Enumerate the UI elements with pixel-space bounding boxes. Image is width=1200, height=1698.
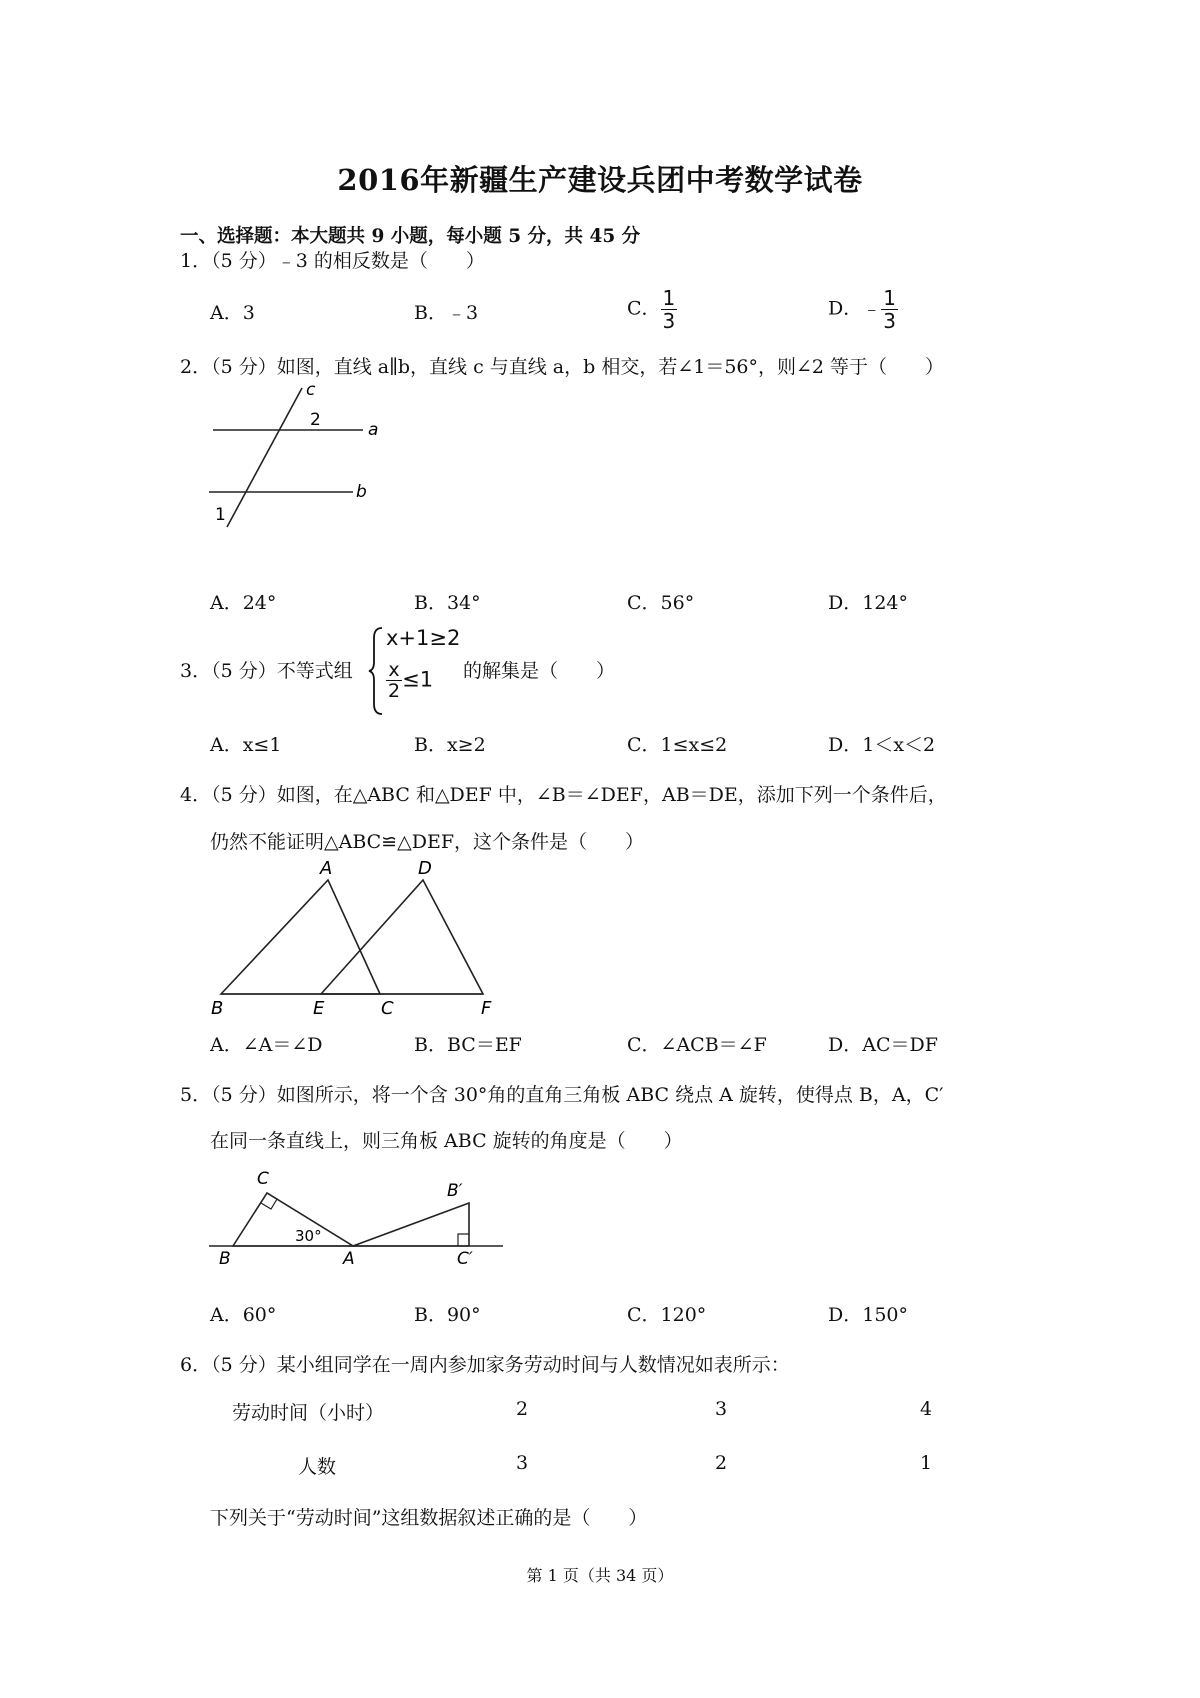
fraction-numerator: 1 [662,286,676,310]
q1-option-d-label: D．﹣ [828,297,882,320]
table-cell: 1 [920,1452,933,1474]
fraction-numerator: x [386,660,402,681]
label-A: A [320,858,333,879]
system-line-2-rest: ≤1 [402,667,434,692]
fraction-denominator: 2 [388,680,401,702]
fraction-denominator: 3 [883,309,896,333]
q4-option-a: A．∠A＝∠D [210,1034,323,1056]
q4-option-b: B．BC＝EF [414,1034,522,1056]
label-30-degrees: 30° [295,1227,322,1245]
label-D: D [418,858,432,879]
fraction [661,287,678,332]
label-a: a [368,420,379,440]
label-E: E [313,998,325,1019]
q5-option-a: A．60° [210,1304,277,1326]
label-B: B [211,998,224,1019]
question-5-stem-line-2: 在同一条直线上，则三角板 ABC 旋转的角度是（ ） [210,1130,683,1152]
label-C: C [381,998,394,1019]
table-cell: 2 [516,1398,529,1420]
q1-option-a: A．3 [210,302,255,324]
page-footer: 第 1 页（共 34 页） [526,1566,674,1585]
q4-option-d: D．AC＝DF [828,1034,938,1056]
system-line-2 [386,660,433,701]
q1-option-c [627,287,677,332]
fraction [881,287,898,332]
question-6-stem: 6．（5 分）某小组同学在一周内参加家务劳动时间与人数情况如表所示： [180,1354,790,1376]
table-header-cell-time: 劳动时间（小时） [232,1402,385,1424]
question-4-stem-line-1: 4．（5 分）如图，在△ABC 和△DEF 中，∠B＝∠DEF，AB＝DE，添加下列一个条件后， [180,784,947,806]
q1-option-c-label: C． [627,297,661,320]
table-cell: 3 [516,1452,529,1474]
q2-option-a: A．24° [210,592,277,614]
question-4-stem-line-2: 仍然不能证明△ABC≌△DEF，这个条件是（ ） [210,831,645,853]
q3-option-b: B．x≥2 [414,734,486,756]
question-3-suffix: 的解集是（ ） [463,660,616,682]
label-b: b [356,482,367,502]
rotation-figure [205,1158,505,1268]
q2-option-b: B．34° [414,592,481,614]
label-C: C [257,1169,269,1189]
parallel-lines-figure [205,380,395,535]
table-header-cell-people: 人数 [298,1456,337,1478]
q5-option-d: D．150° [828,1304,908,1326]
system-line-1: x+1≥2 [386,626,461,650]
q3-option-a: A．x≤1 [210,734,282,756]
q3-option-d: D．1＜x＜2 [828,734,936,756]
page-title: 2016年新疆生产建设兵团中考数学试卷 [337,163,863,197]
label-angle-2: 2 [310,410,321,430]
triangles-figure [205,858,505,1023]
label-angle-1: 1 [215,505,226,525]
label-B-prime: B′ [447,1181,463,1201]
q5-option-c: C．120° [627,1304,707,1326]
table-cell: 3 [715,1398,728,1420]
question-6-follow-up: 下列关于“劳动时间”这组数据叙述正确的是（ ） [210,1507,648,1529]
label-B: B [219,1249,231,1268]
q1-option-d [828,287,898,332]
q3-option-c: C．1≤x≤2 [627,734,728,756]
table-cell: 4 [920,1398,933,1420]
question-5-stem-line-1: 5．（5 分）如图所示，将一个含 30°角的直角三角板 ABC 绕点 A 旋转，使得点 B，A，C′ [180,1084,944,1106]
fraction-denominator: 3 [662,309,676,333]
question-3-prefix: 3．（5 分）不等式组 [180,660,353,682]
label-C-prime: C′ [457,1249,473,1268]
q5-option-b: B．90° [414,1304,481,1326]
fraction [386,660,402,701]
question-1-stem: 1．（5 分）﹣3 的相反数是（ ） [180,250,485,272]
section-heading: 一、选择题：本大题共 9 小题，每小题 5 分，共 45 分 [180,226,641,247]
q2-option-d: D．124° [828,592,908,614]
table-cell: 2 [715,1452,728,1474]
label-c: c [306,380,316,400]
fraction-numerator: 1 [883,286,896,310]
question-2-stem: 2．（5 分）如图，直线 a∥b，直线 c 与直线 a，b 相交，若∠1＝56°，则∠2 等于（ ） [180,356,945,378]
system-brace-icon [368,626,384,716]
label-F: F [481,998,492,1019]
label-A: A [343,1249,355,1268]
q2-option-c: C．56° [627,592,695,614]
q4-option-c: C．∠ACB＝∠F [627,1034,767,1056]
q1-option-b: B．﹣3 [414,302,479,324]
